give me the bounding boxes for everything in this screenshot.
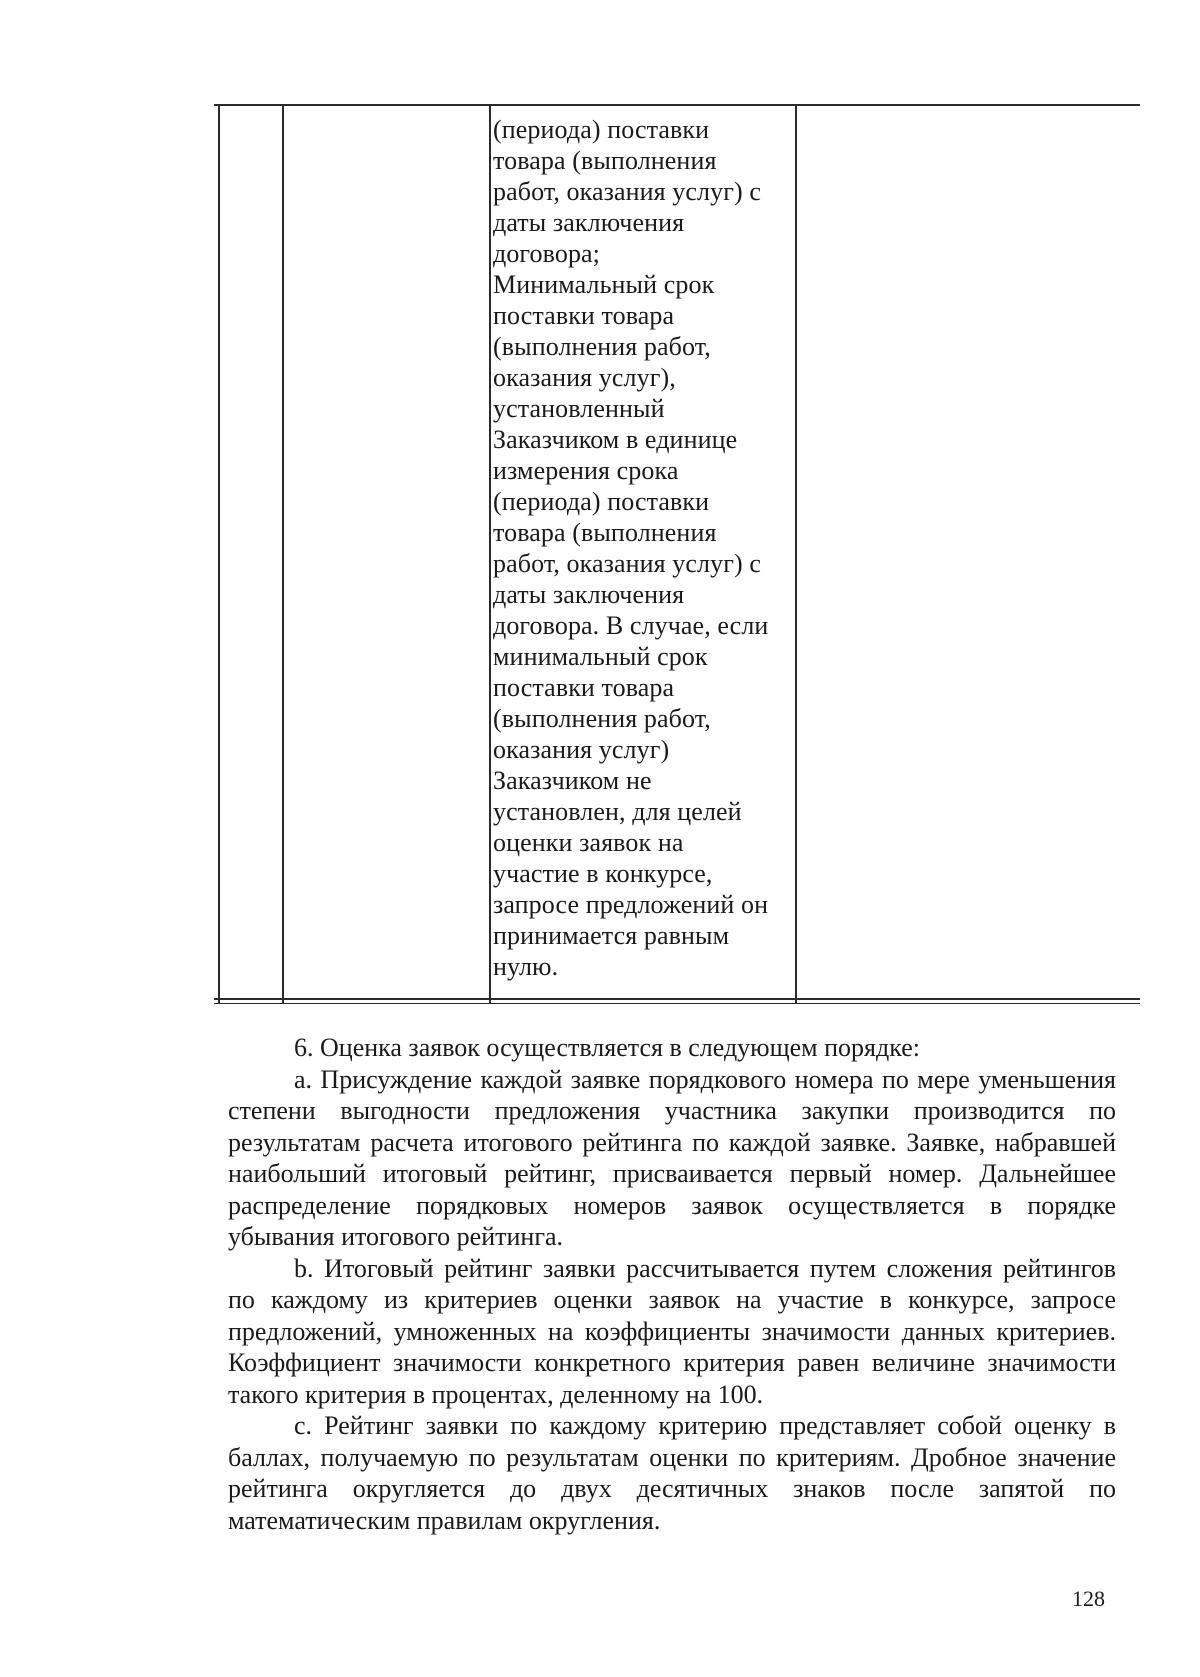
paragraph-6b: b. Итоговый рейтинг заявки рассчитывается путем сложения рейтингов по каждому из критериев оценки заявок на участие в конкурсе, запросе предложений, умноженных на коэффициенты значимости данных критериев. Коэффициент значимости конкретного критерия равен величине значимости такого критерия в процентах, деленному на 100. xyxy=(228,1253,1116,1409)
table-cell-criterion-description: (периода) поставки товара (выполнения работ, оказания услуг) с даты заключения договора; Минимальный срок поставки товара (выполнения работ, оказания услуг), установленный Заказчиком в единице измерения срока (периода) поставки товара (выполнения работ, оказания услуг) с даты заключения договора. В случае, если минимальный срок поставки товара (выполнения работ, оказания услуг) Заказчиком не установлен, для целей оценки заявок на участие в конкурсе, запросе предложений он принимается равным нулю. xyxy=(493,115,769,981)
table-col-line-1 xyxy=(218,104,220,1003)
paragraph-6a: a. Присуждение каждой заявке порядкового номера по мере уменьшения степени выгодности предложения участника закупки производится по результатам расчета итогового рейтинга по каждой заявке. Заявке, набравшей наибольший итоговый рейтинг, присваивается первый номер. Дальнейшее распределение порядковых номеров заявок осуществляется в порядке убывания итогового рейтинга. xyxy=(228,1064,1116,1251)
page-number: 128 xyxy=(1072,1586,1105,1611)
table-bottom-border-second xyxy=(214,1003,1140,1004)
paragraph-6: 6. Оценка заявок осуществляется в следующем порядке: xyxy=(294,1033,920,1062)
table-bottom-border xyxy=(214,998,1140,1000)
table-col-line-2 xyxy=(282,104,284,1003)
document-body xyxy=(228,1032,1116,1536)
table-top-border xyxy=(214,104,1140,106)
paragraph-6c: c. Рейтинг заявки по каждому критерию представляет собой оценку в баллах, получаемую по результатам оценки по критериям. Дробное значение рейтинга округляется до двух десятичных знаков после запятой по математическим правилам округления. xyxy=(228,1411,1116,1535)
table-col-line-4 xyxy=(795,104,797,1003)
table-col-line-3 xyxy=(489,104,491,1003)
